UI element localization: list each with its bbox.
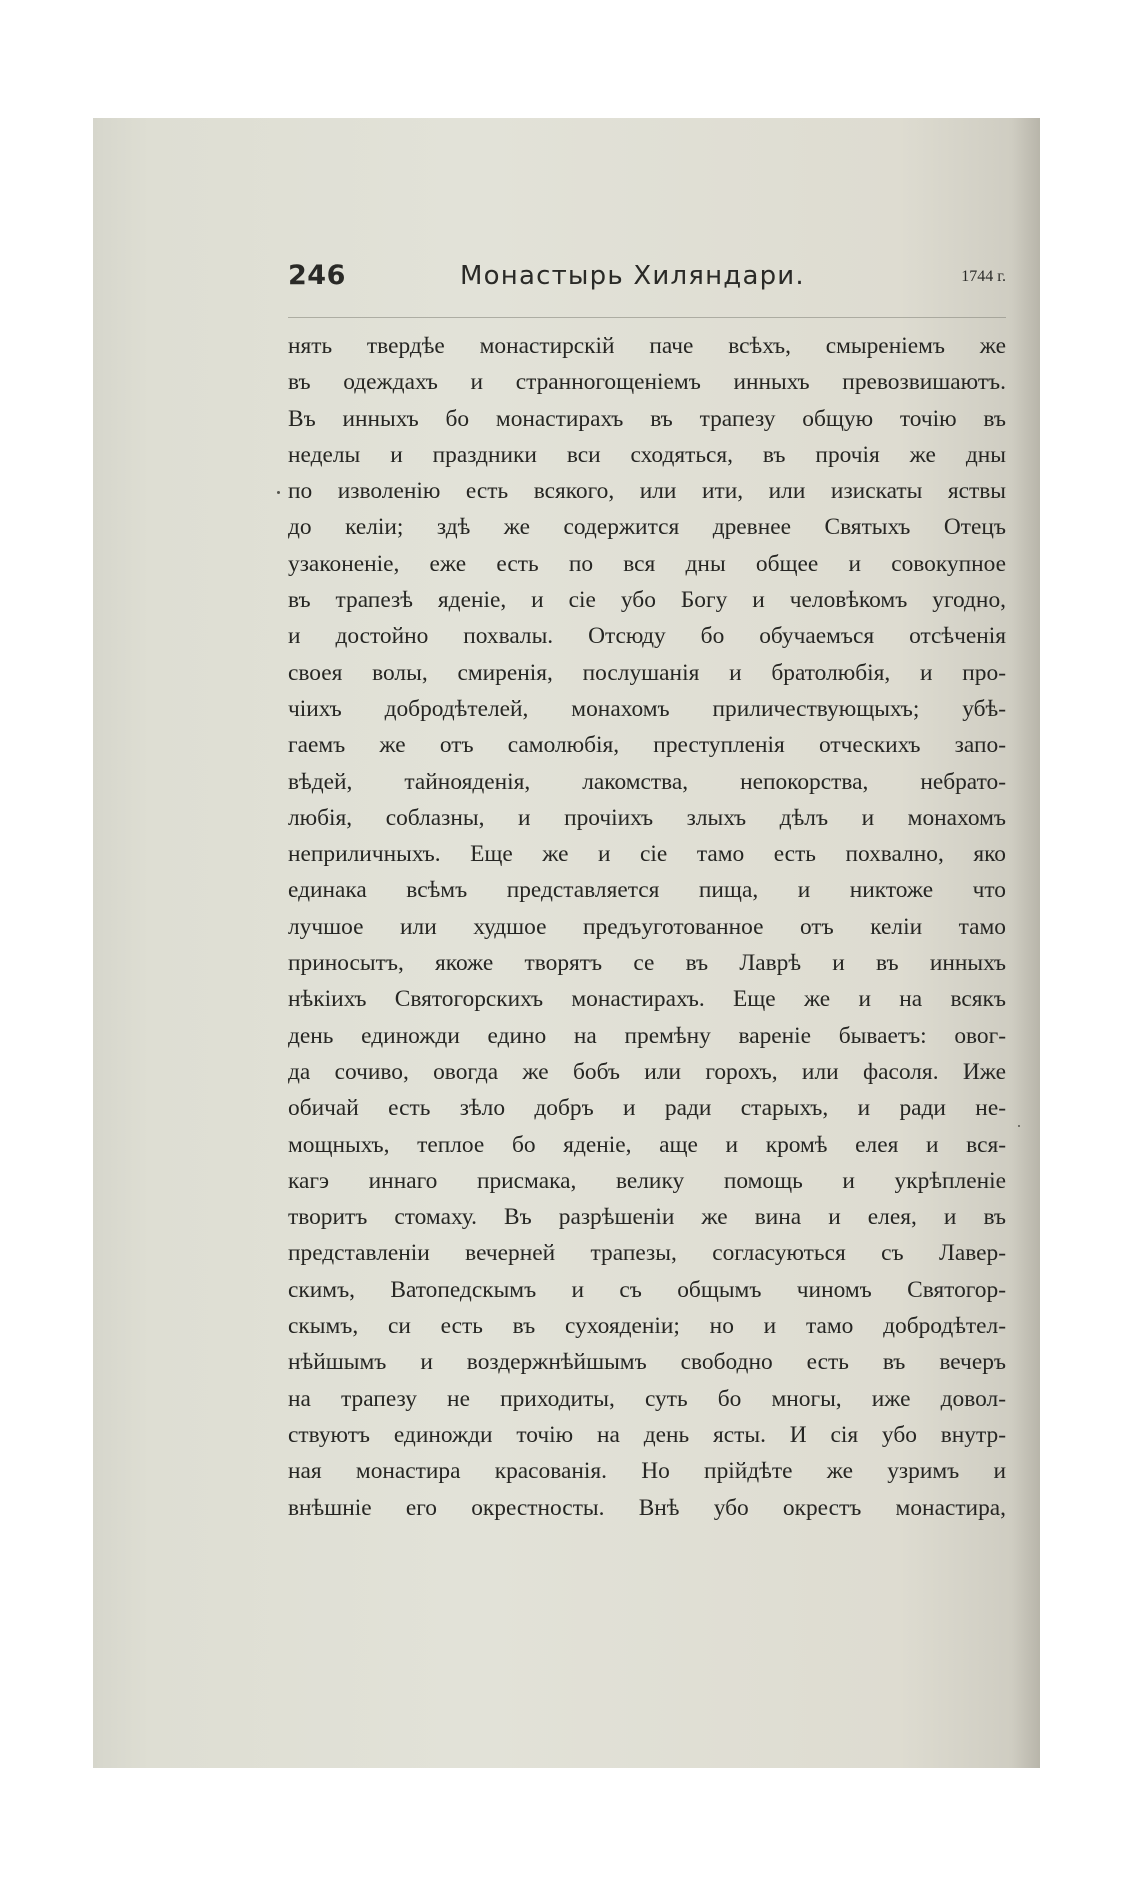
text-line: скимъ, Ватопедскымъ и съ общымъ чиномъ Святогор- — [288, 1276, 1006, 1303]
scanned-page — [93, 118, 1040, 1768]
text-line: неделы и праздники вси сходяться, въ прочія же дны — [288, 441, 1006, 468]
text-line: скымъ, си есть въ сухояденіи; но и тамо добродѣтел- — [288, 1313, 1006, 1340]
text-line: Въ инныхъ бо монастирахъ въ трапезу общую точію въ — [288, 405, 1006, 432]
text-line: чіихъ добродѣтелей, монахомъ приличествующыхъ; убѣ- — [288, 695, 1006, 722]
page-number: 246 — [288, 260, 346, 291]
text-line: на трапезу не приходиты, суть бо многы, иже довол- — [288, 1385, 1006, 1412]
text-line: мощныхъ, теплое бо яденіе, аще и кромѣ елея и вся- — [288, 1131, 1006, 1158]
text-line: ствуютъ единожди точію на день ясты. И сія убо внутр- — [288, 1421, 1006, 1448]
text-line: по изволенію есть всякого, или ити, или изискаты яствы — [288, 478, 1006, 505]
text-line: лучшое или худшое предъуготованное отъ келіи тамо — [288, 913, 1006, 940]
text-line: ная монастира красованія. Но прійдѣте же узримъ и — [288, 1458, 1006, 1485]
text-line: своея волы, смиренія, послушанія и братолюбія, и про- — [288, 659, 1006, 686]
text-line: кагэ иннаго присмака, велику помощь и укрѣпленіе — [288, 1167, 1006, 1194]
text-line: да сочиво, овогда же бобъ или горохъ, или фасоля. Иже — [288, 1058, 1006, 1085]
text-line: неприличныхъ. Еще же и сіе тамо есть похвално, яко — [288, 841, 1006, 868]
year-label: 1744 г. — [961, 268, 1006, 285]
text-line: единака всѣмъ представляется пища, и никтоже что — [288, 877, 1006, 904]
body-text — [288, 328, 1006, 1526]
text-line: и достойно похвалы. Отсюду бо обучаемъся отсѣченія — [288, 623, 1006, 650]
page-header — [288, 260, 1006, 308]
text-line: въ трапезѣ яденіе, и сіе убо Богу и человѣкомъ угодно, — [288, 587, 1006, 614]
text-line: приносытъ, якоже творятъ се въ Лаврѣ и въ инныхъ — [288, 950, 1006, 977]
text-line: нѣйшымъ и воздержнѣйшымъ свободно есть въ вечеръ — [288, 1349, 1006, 1376]
text-line: вѣдей, тайнояденія, лакомства, непокорства, небрато- — [288, 768, 1006, 795]
text-line: нять твердѣе монастирскій паче всѣхъ, смыреніемъ же — [288, 333, 1006, 359]
text-line: узаконеніе, еже есть по вся дны общее и совокупное — [288, 550, 1006, 577]
text-line: нѣкіихъ Святогорскихъ монастирахъ. Еще же и на всякъ — [288, 986, 1006, 1013]
text-line: въ одеждахъ и странногощеніемъ инныхъ превозвишаютъ. — [288, 369, 1006, 396]
margin-speck — [277, 491, 280, 494]
running-title: Монастырь Хиляндари. — [460, 261, 805, 291]
text-line: внѣшніе его окрестносты. Внѣ убо окрестъ монастира, — [288, 1494, 1006, 1521]
text-line: гаемъ же отъ самолюбія, преступленія отческихъ запо- — [288, 732, 1006, 759]
text-line: обичай есть зѣло добръ и ради старыхъ, и ради не- — [288, 1095, 1006, 1122]
margin-speck — [1018, 1125, 1020, 1127]
text-line: до келіи; здѣ же содержится древнее Святыхъ Отецъ — [288, 514, 1006, 541]
text-line: представленіи вечерней трапезы, согласуються съ Лавер- — [288, 1240, 1006, 1267]
text-line: творитъ стомаху. Въ разрѣшеніи же вина и елея, и въ — [288, 1204, 1006, 1231]
text-line: день единожди едино на премѣну вареніе бываетъ: овог- — [288, 1022, 1006, 1049]
header-rule — [288, 317, 1006, 318]
text-line: любія, соблазны, и прочіихъ злыхъ дѣлъ и монахомъ — [288, 804, 1006, 831]
